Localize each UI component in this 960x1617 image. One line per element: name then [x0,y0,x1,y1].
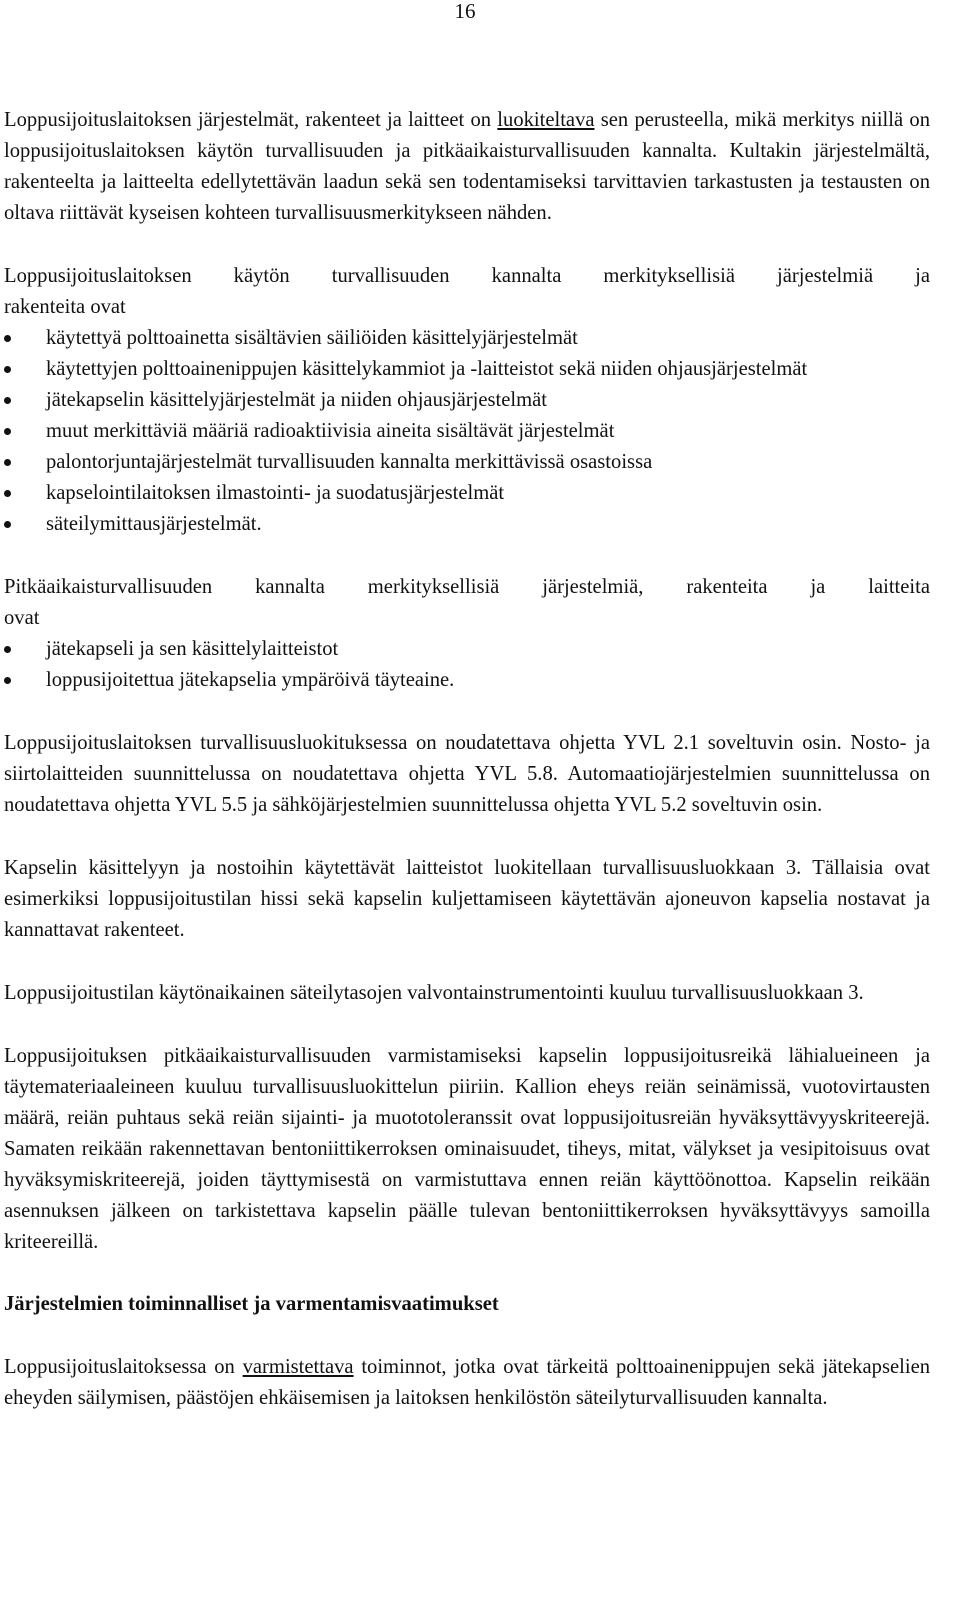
text-span: Loppusijoituslaitoksessa on [4,1356,243,1378]
list-item [4,354,930,385]
list-item [4,509,930,540]
list-item-text: palontorjuntajärjestelmät turvallisuuden kannalta merkittävissä osastoissa [46,451,653,473]
bullet-list [4,323,930,540]
bullet-icon [4,397,11,404]
page-number: 16 [454,0,476,23]
long-term-safety-section [4,572,930,696]
text-span: sen perusteella, mikä merkitys niillä on loppusijoituslaitoksen käytön turvallisuuden ja pitkäaikaisturvallisuuden kannalta. Kultakin järjestelmältä, rakenteelta ja laitteelta edellytettävän laadun sekä sen todentamiseksi tarvittavien tarkastusten ja testausten on oltava riittävät kyseisen kohteen turvallisuusmerkitykseen nähden. [4,109,930,224]
bullet-icon [4,335,11,342]
list-item-text: loppusijoitettua jätekapselia ympäröivä täyteaine. [46,669,455,691]
underlined-term: varmistettava [242,1356,354,1378]
paragraph-functions [4,1352,930,1414]
bullet-icon [4,646,11,653]
paragraph-lead-continuation: rakenteita ovat [4,296,126,318]
paragraph-yvl-guides: Loppusijoituslaitoksen turvallisuusluokituksessa on noudatettava ohjetta YVL 2.1 soveltuvin osin. Nosto- ja siirtolaitteiden suunnittelussa on noudatettava ohjetta YVL 5.8. Automaatiojärjestelmien suunnittelussa on noudatettava ohjetta YVL 5.5 ja sähköjärjestelmien suunnittelussa ohjetta YVL 5.2 soveltuvin osin. [4,732,930,816]
bullet-list [4,634,930,696]
list-item-text: jätekapseli ja sen käsittelylaitteistot [46,638,339,660]
list-item-text: kapselointilaitoksen ilmastointi- ja suodatusjärjestelmät [46,482,505,504]
text-span: toiminnot, jotka ovat tärkeitä polttoainenippujen sekä jätekapselien eheyden säilymisen, päästöjen ehkäisemisen ja laitoksen henkilöstön säteilyturvallisuuden kannalta. [4,1356,931,1409]
bullet-icon [4,428,11,435]
list-item-text: käytettyä polttoainetta sisältävien säiliöiden käsittelyjärjestelmät [46,327,578,349]
paragraph-lead: Pitkäaikaisturvallisuuden kannalta merkityksellisiä järjestelmiä, rakenteita ja laitteita [4,576,930,598]
paragraph-classification [4,105,930,229]
section-heading: Järjestelmien toiminnalliset ja varmentamisvaatimukset [4,1293,499,1315]
bullet-icon [4,521,11,528]
list-item [4,416,930,447]
text-span: Loppusijoituslaitoksen järjestelmät, rakenteet ja laitteet on [4,109,498,131]
bullet-icon [4,459,11,466]
list-item [4,634,930,665]
bullet-icon [4,490,11,497]
paragraph-handling-equipment: Kapselin käsittelyyn ja nostoihin käytettävät laitteistot luokitellaan turvallisuusluokkaan 3. Tällaisia ovat esimerkiksi loppusijoitustilan hissi sekä kapselin kuljettamiseen käytettävän ajoneuvon kapselia nostavat ja kannattavat rakenteet. [4,857,930,941]
paragraph-disposal-hole: Loppusijoituksen pitkäaikaisturvallisuuden varmistamiseksi kapselin loppusijoitusreikä lähialueineen ja täytemateriaaleineen kuuluu turvallisuusluokittelun piiriin. Kallion eheys reiän seinämissä, vuotovirtausten määrä, reiän puhtaus sekä reiän sijainti- ja muototoleranssit ovat loppusijoitusreiän hyväksyttävyyskriteerejä. Samaten reikään rakennettavan bentoniittikerroksen ominaisuudet, tiheys, mitat, välykset ja vesipitoisuus ovat hyväksymiskriteerejä, joiden täyttymisestä on varmistuttava ennen reiän käyttöönottoa. Kapselin reikään asennuksen jälkeen on tarkistettava kapselin päälle tulevan bentoniittikerroksen hyväksyttävyys samoilla kriteereillä. [4,1045,930,1253]
paragraph-lead: Loppusijoituslaitoksen käytön turvallisuuden kannalta merkityksellisiä järjestelmiä ja [4,265,930,287]
list-item-text: säteilymittausjärjestelmät. [46,513,262,535]
paragraph-lead-continuation: ovat [4,607,40,629]
list-item [4,385,930,416]
operational-safety-section [4,261,930,540]
bullet-icon [4,366,11,373]
list-item [4,447,930,478]
underlined-term: luokiteltava [497,109,595,131]
document-body [4,105,930,1414]
list-item-text: käytettyjen polttoainenippujen käsittelykammiot ja -laitteistot sekä niiden ohjausjärjestelmät [46,358,808,380]
list-item [4,478,930,509]
paragraph-radiation-monitoring: Loppusijoitustilan käytönaikainen säteilytasojen valvontainstrumentointi kuuluu turvallisuusluokkaan 3. [4,982,864,1004]
bullet-icon [4,677,11,684]
list-item-text: jätekapselin käsittelyjärjestelmät ja niiden ohjausjärjestelmät [46,389,547,411]
list-item-text: muut merkittäviä määriä radioaktiivisia aineita sisältävät järjestelmät [46,420,615,442]
list-item [4,665,930,696]
list-item [4,323,930,354]
